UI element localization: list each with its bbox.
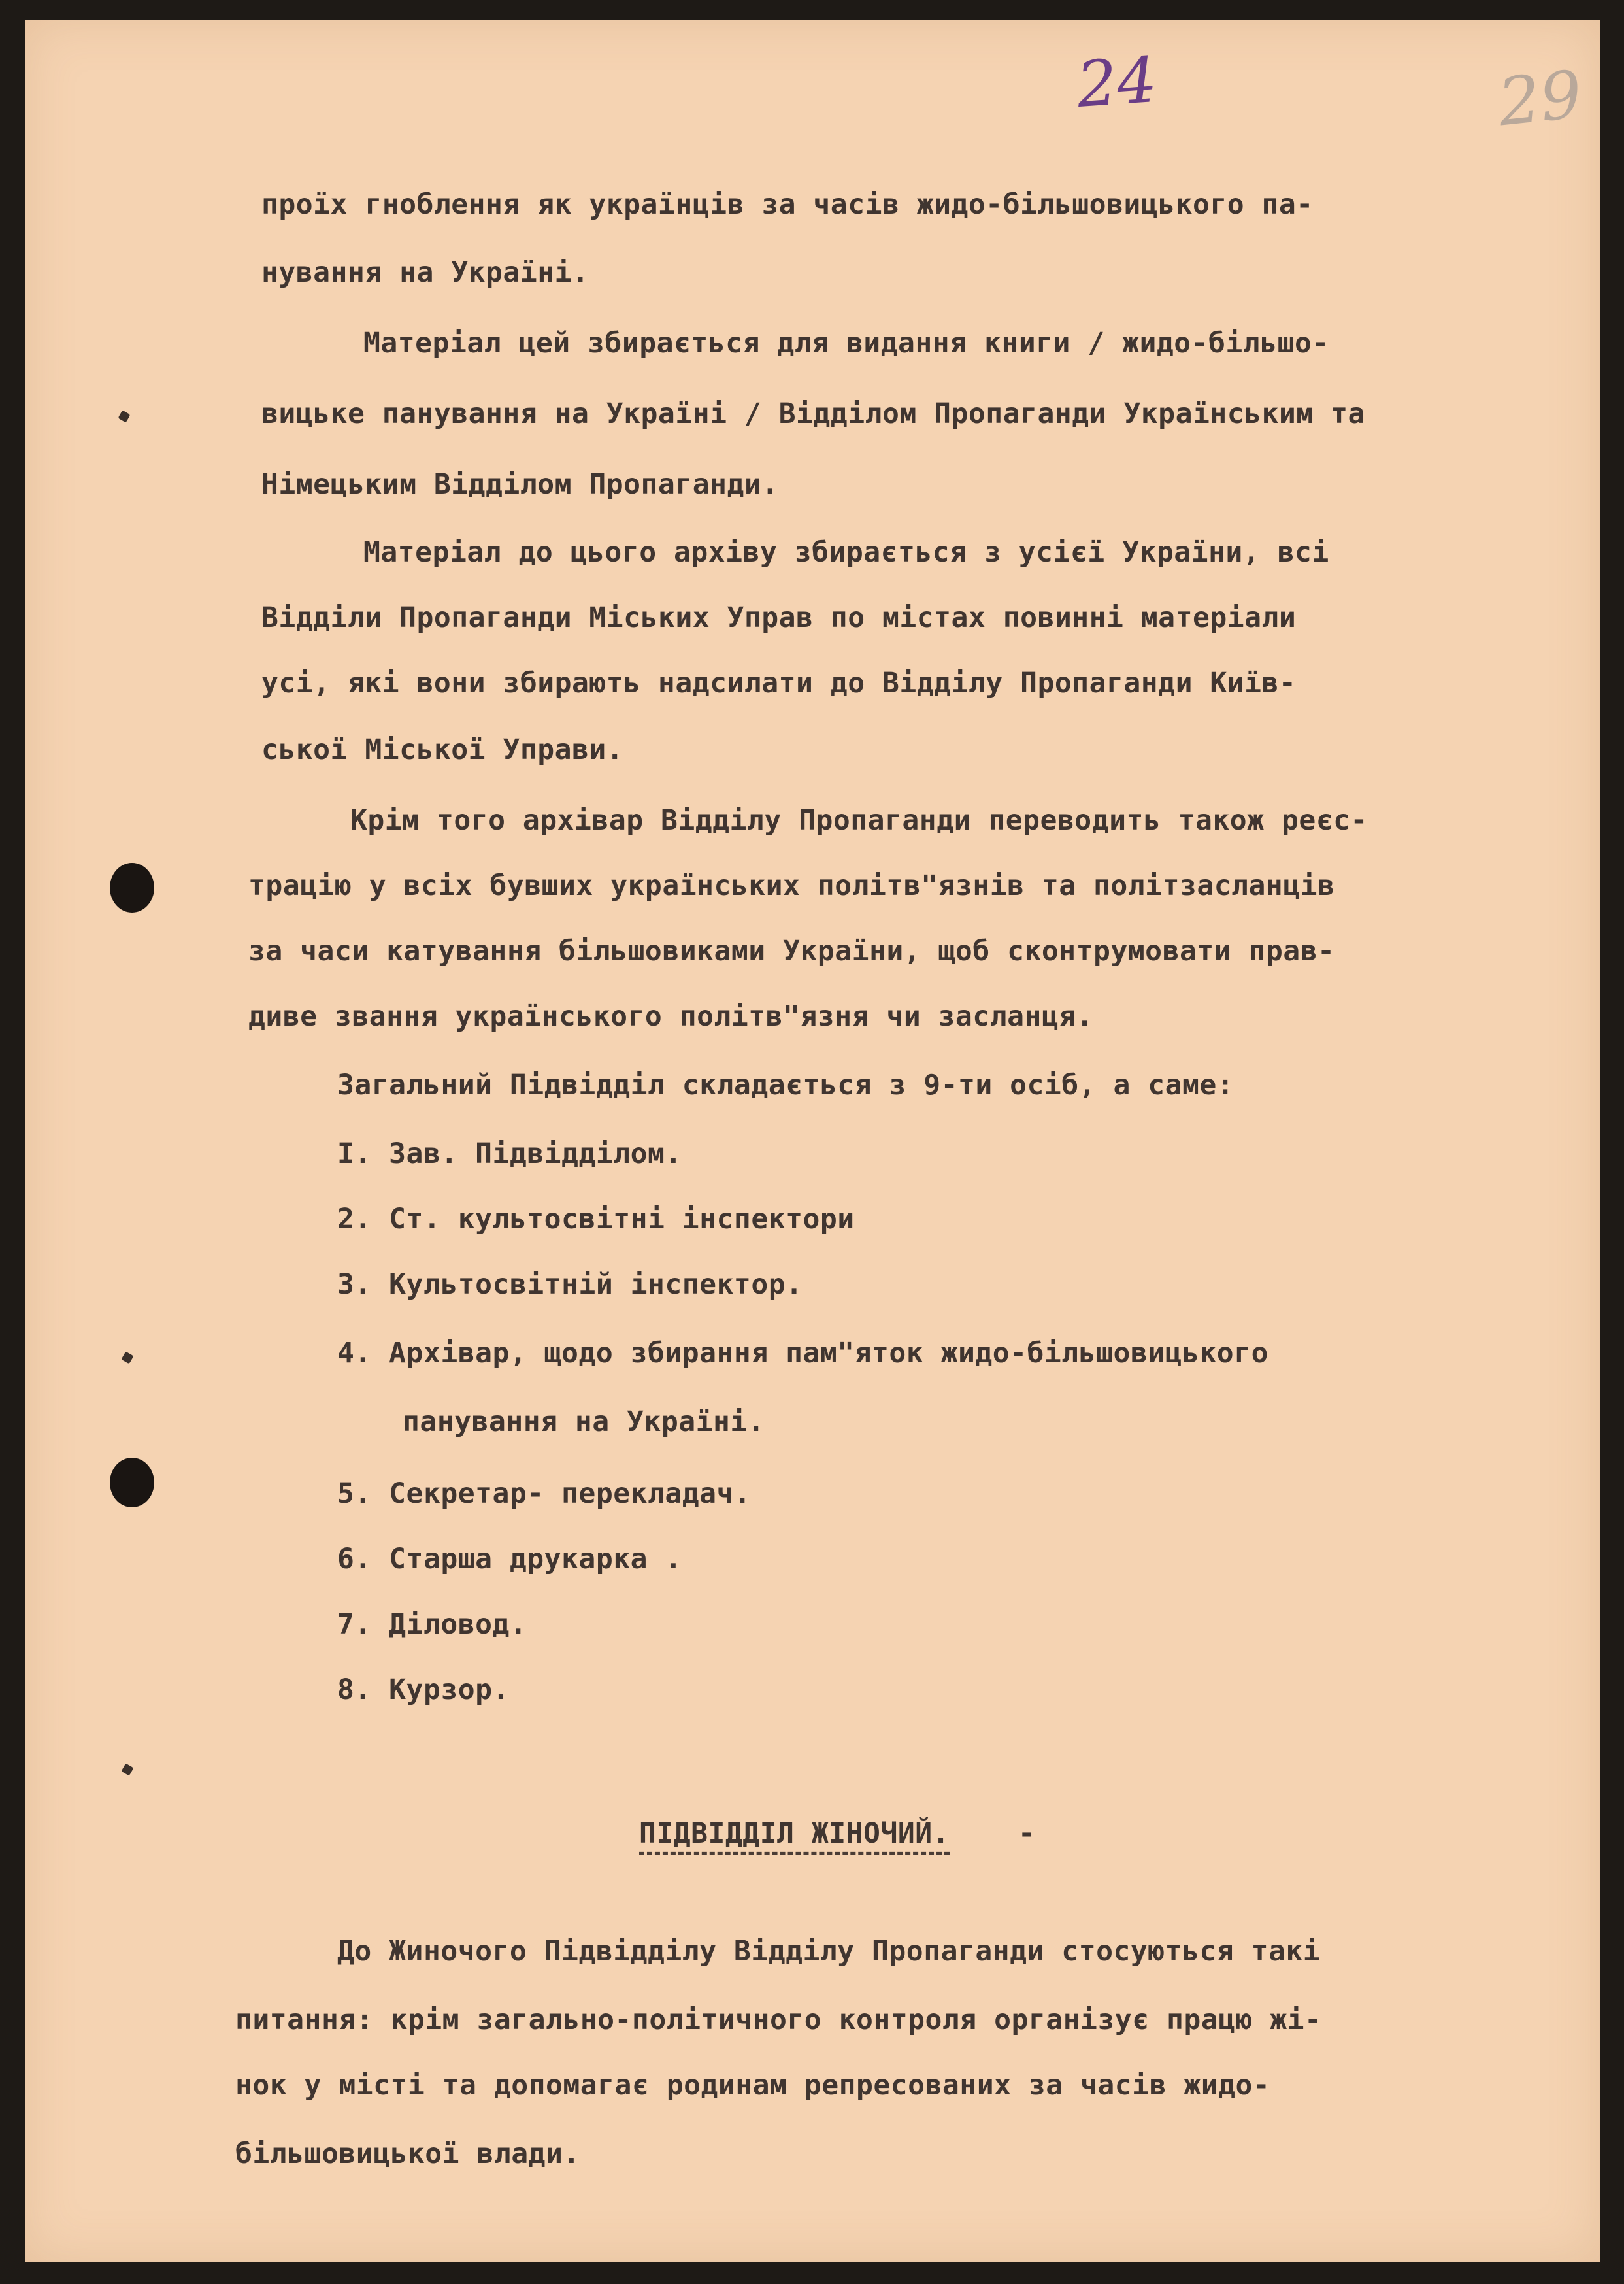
text-line: Матеріал до цього архіву збирається з усієї України, всі bbox=[363, 536, 1329, 569]
text-line: Відділи Пропаганди Міських Управ по містах повинні матеріали bbox=[261, 601, 1297, 634]
text-line: за часи катування більшовиками України, щоб сконтрумовати прав- bbox=[248, 935, 1335, 967]
list-item: 2. Ст. культосвітні інспектори bbox=[337, 1203, 855, 1235]
text-line: До Жиночого Підвідділу Відділу Пропаганди стосуються такі bbox=[337, 1935, 1321, 1968]
list-item: 8. Курзор. bbox=[337, 1673, 510, 1706]
binding-mark bbox=[121, 1351, 133, 1364]
folio-number-pencil: 29 bbox=[1495, 56, 1586, 141]
list-item: 4. Архівар, щодо збирання пам"яток жидо-більшовицького bbox=[337, 1337, 1268, 1369]
text-line: проїх гноблення як українців за часів жидо-більшовицького па- bbox=[261, 188, 1314, 221]
list-item: І. Зав. Підвідділом. bbox=[337, 1137, 682, 1170]
list-item: 7. Діловод. bbox=[337, 1608, 527, 1641]
list-item: панування на Україні. bbox=[403, 1405, 765, 1438]
folio-number-ink: 24 bbox=[1074, 42, 1159, 122]
text-line: нування на Україні. bbox=[261, 256, 589, 289]
text-line: Крім того архівар Відділу Пропаганди переводить також реєс- bbox=[350, 804, 1368, 837]
section-heading: ПІДВІДДІЛ ЖІНОЧИЙ. bbox=[639, 1817, 950, 1850]
text-line: Німецьким Відділом Пропаганди. bbox=[261, 468, 779, 501]
text-line: питання: крім загально-політичного контроля організує працю жі- bbox=[235, 2004, 1322, 2036]
text-line: Матеріал цей збирається для видання книги / жидо-більшо- bbox=[363, 327, 1329, 360]
punch-hole-upper bbox=[110, 863, 154, 913]
text-line: нок у місті та допомагає родинам репресованих за часів жидо- bbox=[235, 2069, 1270, 2102]
list-item: 6. Старша друкарка . bbox=[337, 1543, 682, 1575]
binding-mark bbox=[118, 410, 130, 422]
text-line: вицьке панування на Україні / Відділом Пропаганди Українським та bbox=[261, 397, 1365, 430]
section-heading-dash: - bbox=[1018, 1817, 1035, 1850]
text-line: трацію у всіх бувших українських політв"язнів та політзасланців bbox=[248, 869, 1335, 902]
list-item: 3. Культосвітній інспектор. bbox=[337, 1268, 803, 1301]
text-line: ської Міської Управи. bbox=[261, 733, 624, 766]
document-page bbox=[25, 20, 1600, 2262]
list-item: 5. Секретар- перекладач. bbox=[337, 1477, 752, 1510]
text-line: диве звання українського політв"язня чи засланця. bbox=[248, 1000, 1094, 1033]
binding-mark bbox=[121, 1763, 133, 1775]
punch-hole-lower bbox=[110, 1458, 154, 1507]
text-line: Загальний Підвідділ складається з 9-ти осіб, а саме: bbox=[337, 1069, 1235, 1101]
text-line: усі, які вони збирають надсилати до Відділу Пропаганди Київ- bbox=[261, 667, 1297, 699]
text-line: більшовицької влади. bbox=[235, 2138, 580, 2170]
